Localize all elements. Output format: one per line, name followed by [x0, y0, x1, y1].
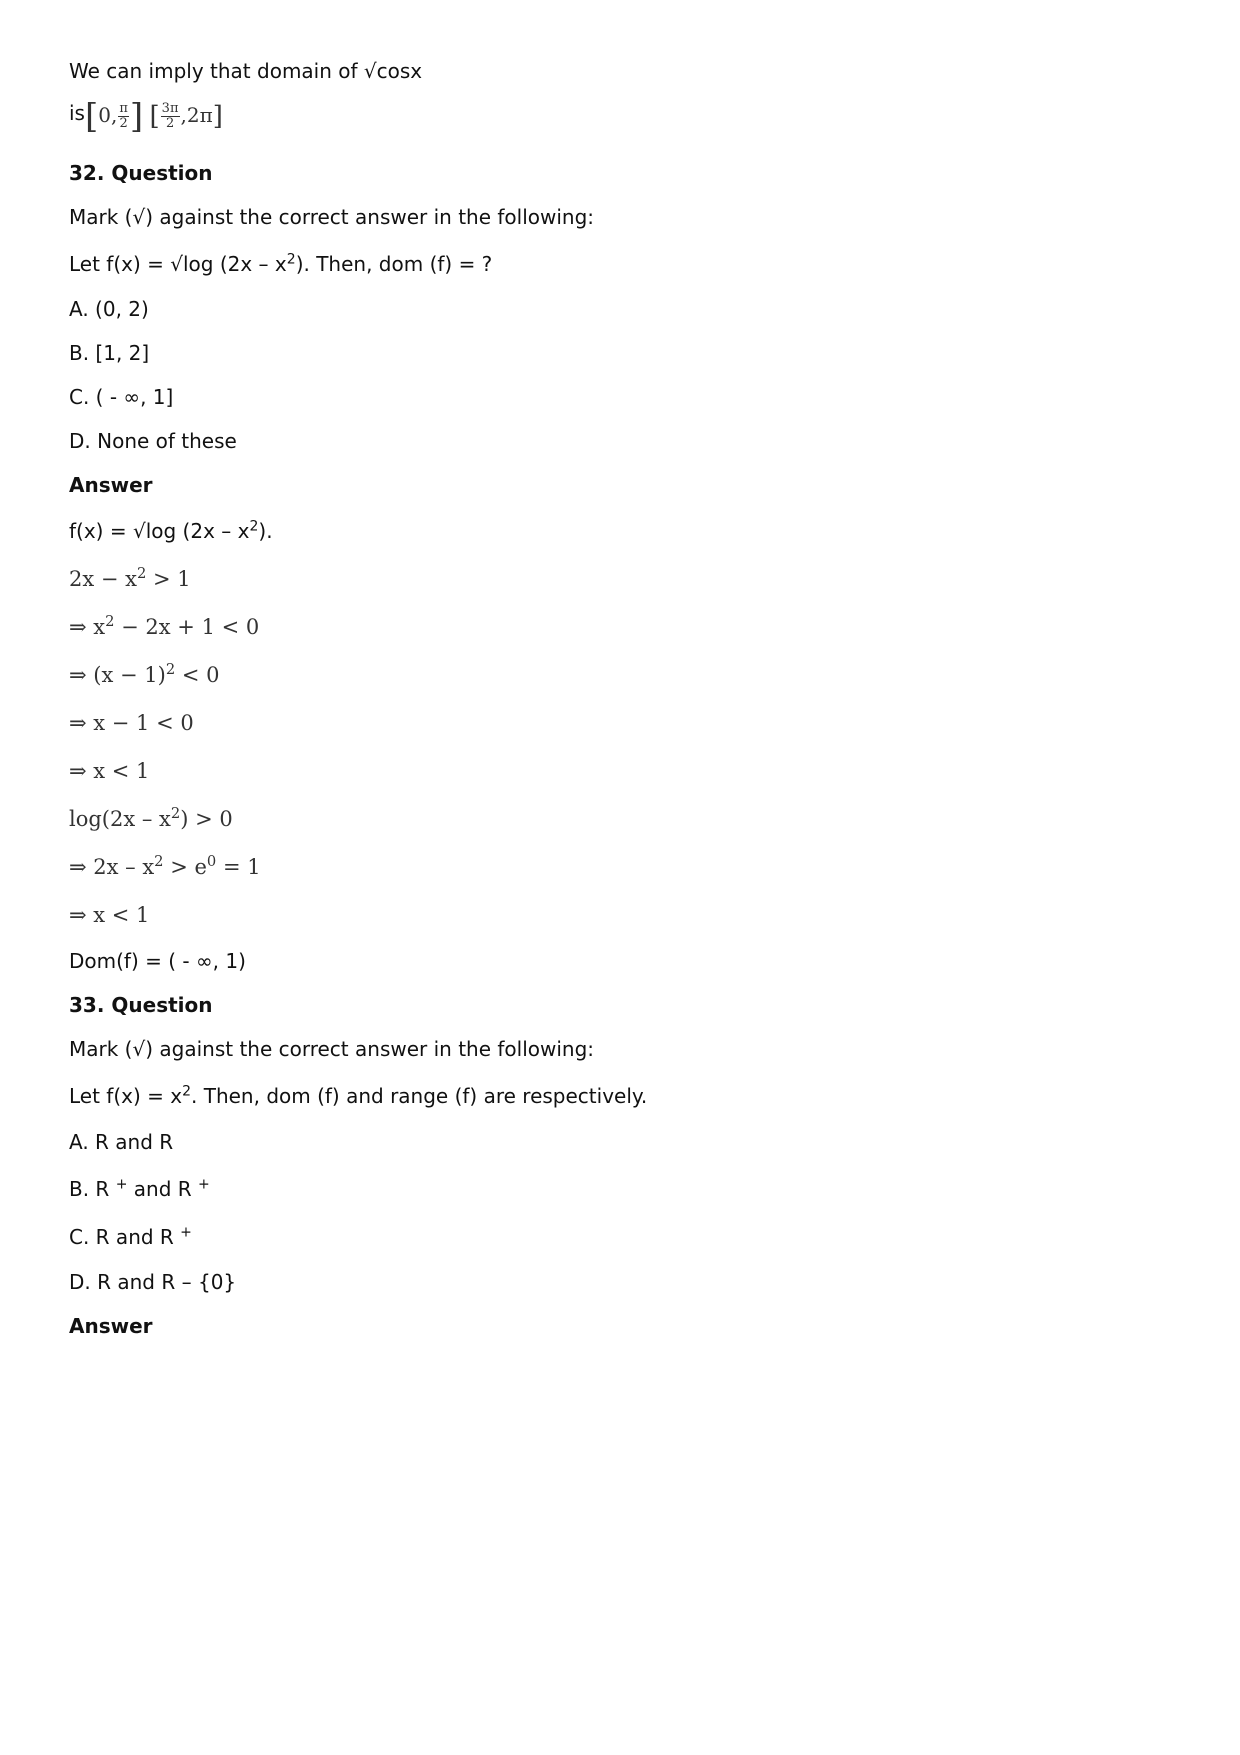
q33-instruction: Mark (√) against the correct answer in the following: [69, 1037, 595, 1061]
q32-option-a: A. (0, 2) [69, 297, 149, 321]
q32-stem: Let f(x) = √log $(2x - x^2)$. Then, dom (f) = ? [69, 251, 493, 276]
q32-step: ⇒ $x^2 - 2x + 1 < 0$ [69, 612, 260, 639]
q32-step: ⇒ $(x - 1)^2 < 0$ [69, 660, 220, 687]
q32-step: $2x - x^2 > 1$ [69, 564, 191, 591]
domain-interval-line [69, 96, 223, 136]
q33-stem: Let $f(x) = x^2$. Then, dom (f) and range (f) are respectively. [69, 1083, 648, 1108]
q32-instruction: Mark (√) against the correct answer in the following: [69, 205, 595, 229]
intro-line: We can imply that domain of √cosx [69, 59, 423, 83]
q32-option-c: C. ( - ∞, 1] [69, 385, 174, 409]
q33-option-a: A. R and R [69, 1130, 174, 1154]
q33-heading: 33. Question [69, 993, 213, 1017]
domain-interval: [0, $\frac{\pi}{2}$ ] [ $\frac{3\pi}{2}$ ,2π] [84, 96, 223, 136]
q32-step: $\log(2x - x^2) > 0$ [69, 804, 233, 831]
q32-option-d: D. None of these [69, 429, 237, 453]
is-prefix: is [69, 101, 85, 125]
q33-option-c: C. R and R + [69, 1224, 192, 1249]
q32-step: ⇒ x < 1 [69, 903, 150, 927]
q32-option-b: B. [1, 2] [69, 341, 150, 365]
q33-option-d: D. R and R – {0} [69, 1270, 237, 1294]
q32-step: ⇒ $2x - x^2 > e^0 = 1$ [69, 852, 261, 879]
q32-step: ⇒ x < 1 [69, 759, 150, 783]
q33-option-b: B. R + and R + [69, 1176, 210, 1201]
q32-conclusion: Dom(f) = ( - ∞, 1) [69, 949, 246, 973]
q32-heading: 32. Question [69, 161, 213, 185]
q32-solution-intro: f(x) = √log $(2x - x^2)$. [69, 518, 273, 543]
q32-answer-label: Answer [69, 473, 153, 497]
q32-step: ⇒ x − 1 < 0 [69, 711, 194, 735]
q33-answer-label: Answer [69, 1314, 153, 1338]
